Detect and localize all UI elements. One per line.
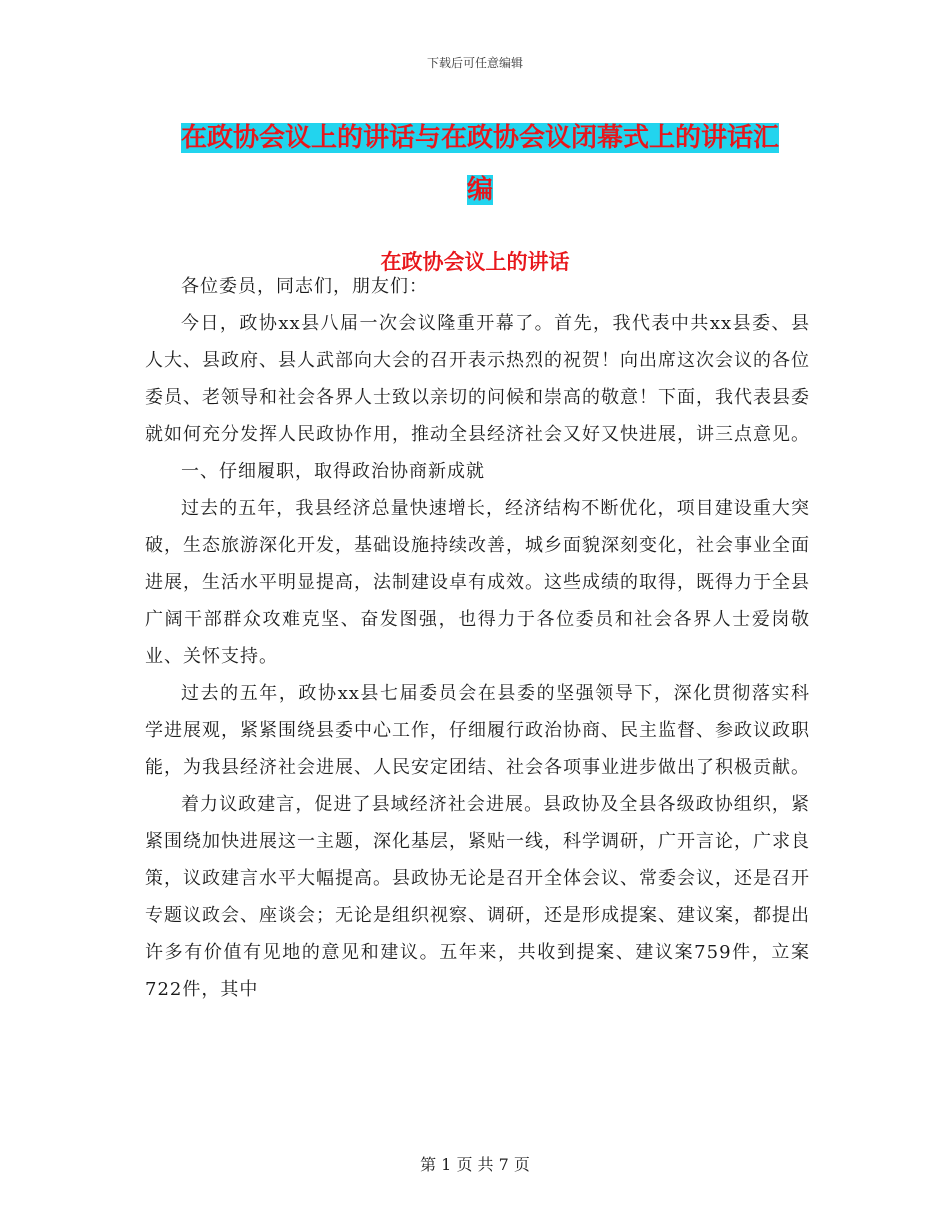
document-title-line1: 在政协会议上的讲话与在政协会议闭幕式上的讲话汇 <box>180 123 779 153</box>
section-title: 在政协会议上的讲话 <box>380 249 570 274</box>
document-title-line2: 编 <box>466 175 493 205</box>
paragraph-opening: 今日，政协xx县八届一次会议隆重开幕了。首先，我代表中共xx县委、县人大、县政府、县人武部向大会的召开表示热烈的祝贺！向出席这次会议的各位委员、老领导和社会各界人士致以亲切的问候和崇高的敬意！下面，我代表县委就如何充分发挥人民政协作用，推动全县经济社会又好又快进展，讲三点意见。 <box>145 313 810 445</box>
paragraph-proposals: 着力议政建言，促进了县域经济社会进展。县政协及全县各级政协组织，紧紧围绕加快进展这一主题，深化基层，紧贴一线，科学调研，广开言论，广求良策，议政建言水平大幅提高。县政协无论是召开全体会议、常委会议，还是召开专题议政会、座谈会；无论是组织视察、调研，还是形成提案、建议案，都提出许多有价值有见地的意见和建议。五年来，共收到提案、建议案759件，立案722件，其中 <box>145 794 810 1000</box>
document-body <box>145 268 810 1008</box>
document-title <box>140 112 820 216</box>
paragraph-achievements: 过去的五年，我县经济总量快速增长，经济结构不断优化，项目建设重大突破，生态旅游深化开发，基础设施持续改善，城乡面貌深刻变化，社会事业全面进展，生活水平明显提高，法制建设卓有成效。这些成绩的取得，既得力于全县广阔干部群众攻难克坚、奋发图强，也得力于各位委员和社会各界人士爱岗敬业、关怀支持。 <box>145 498 810 667</box>
page-footer: 第 1 页 共 7 页 <box>420 1155 530 1174</box>
header-note: 下载后可任意编辑 <box>426 56 523 70</box>
paragraph-committee-work: 过去的五年，政协xx县七届委员会在县委的坚强领导下，深化贯彻落实科学进展观，紧紧围绕县委中心工作，仔细履行政治协商、民主监督、参政议政职能，为我县经济社会进展、人民安定团结、社会各项事业进步做出了积极贡献。 <box>145 683 810 778</box>
paragraph-heading-one: 一、仔细履职，取得政治协商新成就 <box>181 461 485 482</box>
paragraph-salutation: 各位委员，同志们，朋友们： <box>181 276 428 297</box>
